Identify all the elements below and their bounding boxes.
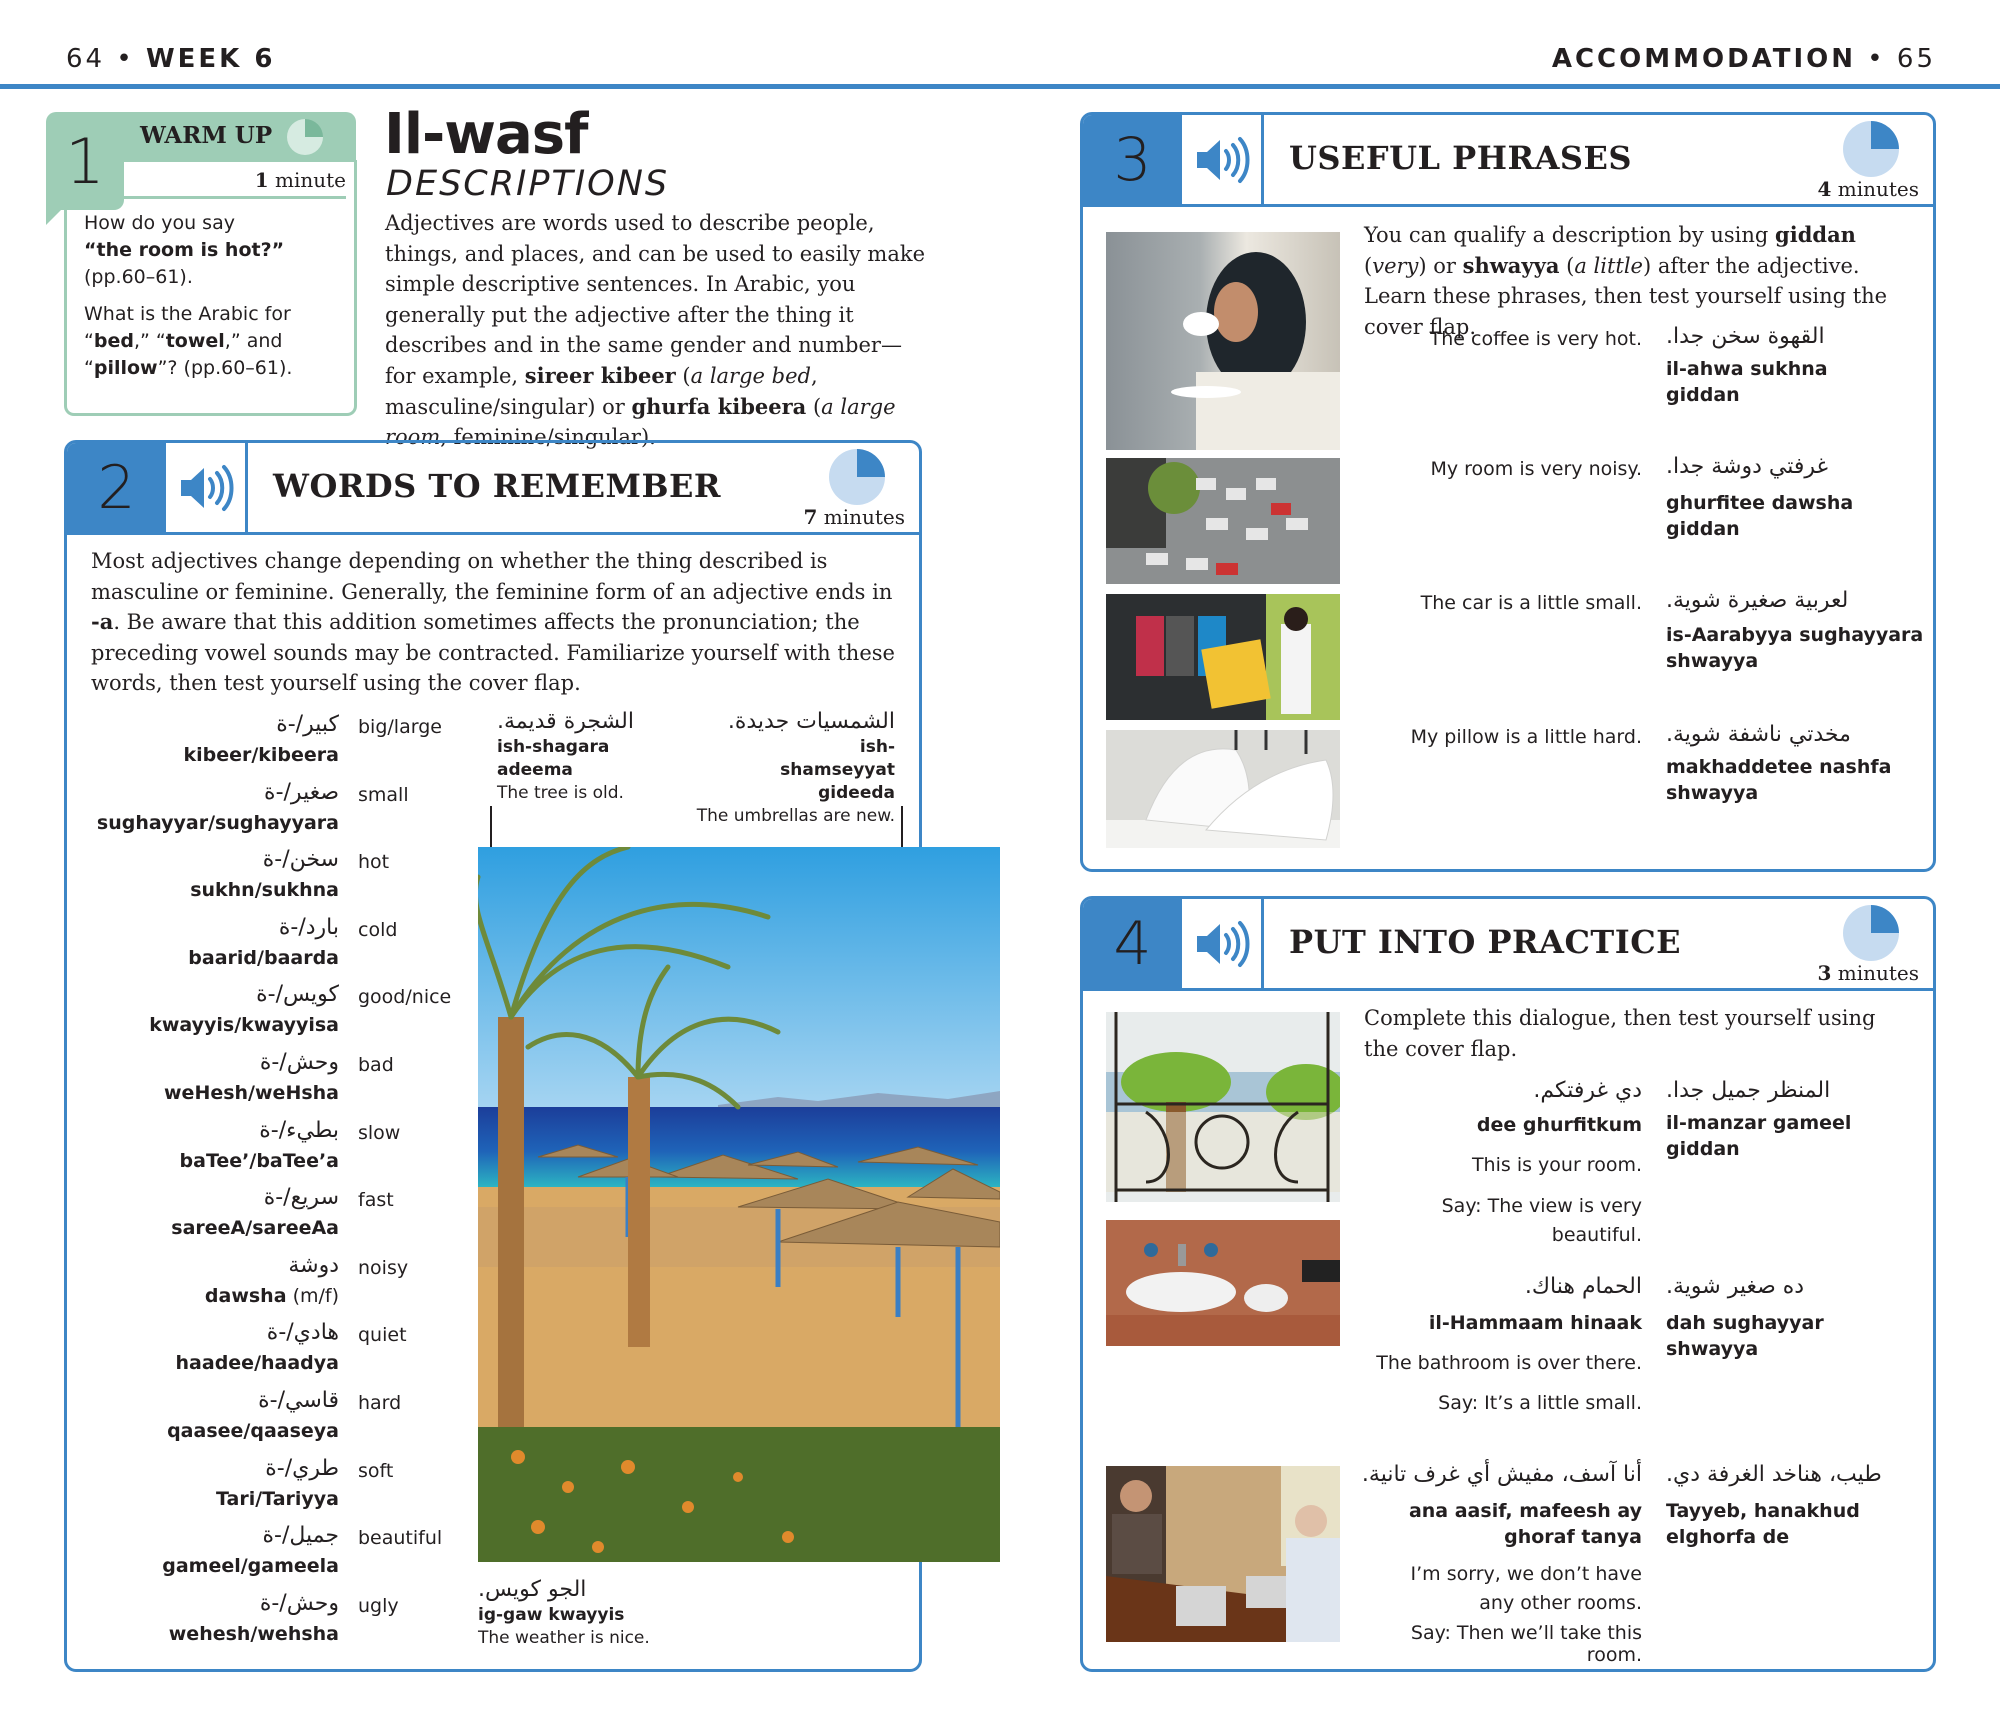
bullet-separator: • (1867, 44, 1886, 74)
transliteration: kibeer/kibeera (183, 744, 339, 766)
woman-drinking-coffee-photo (1106, 232, 1340, 450)
lesson-subtitle: DESCRIPTIONS (386, 164, 670, 204)
caption-weather: الجو كويس. ig-gaw kwayyis The weather is nice. (478, 1577, 650, 1648)
section-title: WORDS TO REMEMBER (273, 467, 721, 505)
lesson-intro: Adjectives are words used to describe people, things, and places, and can be used to easily make simple descriptive sentences. In Arabic, you generally put the adjective after the thing it describes and in the same gender and number—for example, sireer kibeer (a large bed, masculine/singular) or ghurfa kibeera (a large room, feminine/singular). (385, 211, 926, 450)
beach-palms-umbrellas-photo (478, 847, 1000, 1562)
section-number: 3 (1083, 115, 1182, 204)
warm-up-questions (84, 210, 346, 392)
right-running-header (1552, 44, 1936, 74)
traffic-street-photo (1106, 458, 1340, 584)
words-intro: Most adjectives change depending on whether the thing described is masculine or feminine. Generally, the feminine form of an adjective ends in -a. Be aware that this addition sometimes affects the pronunciation; the preceding vowel sounds may be contracted. Familiarize yourself with these words, then test yourself using the cover flap. (91, 549, 895, 696)
answer-arabic: المنظر جميل جدا. (1666, 1078, 1831, 1103)
vocab-row: طري/-ة soft Tari/Tariyya (216, 1455, 394, 1510)
warm-up-number: 1 (46, 112, 124, 210)
left-page-number: 64 (66, 44, 106, 74)
right-section-label: ACCOMMODATION (1551, 44, 1857, 74)
vocabulary-list (96, 712, 476, 1658)
phrase-transliteration: ghurfitee dawsha giddan (1666, 492, 1854, 540)
card-header (1083, 899, 1933, 991)
answer-transliteration: dah sughayyar shwayya (1666, 1312, 1824, 1360)
section-duration: 4 minutes (1817, 177, 1919, 201)
balcony-palms-photo (1106, 1012, 1340, 1202)
vocab-row: قاسي/-ة hard qaasee/qaaseya (167, 1387, 402, 1442)
phrase-arabic: غرفتي دوشة جدا. (1666, 454, 1829, 479)
vocab-row: بطيء/-ة slow baTee’/baTee’a (179, 1117, 401, 1172)
header-rule (0, 84, 2000, 89)
vocab-row: جميل/-ة beautiful gameel/gameela (162, 1523, 443, 1578)
phrase-english: My pillow is a little hard. (1410, 726, 1642, 748)
speaker-icon (1193, 135, 1251, 185)
phrase-english: The coffee is very hot. (1429, 328, 1642, 350)
bathroom-sink-photo (1106, 1220, 1340, 1346)
vocab-row: وحش/-ة ugly wehesh/wehsha (168, 1590, 399, 1645)
audio-button[interactable] (1182, 899, 1264, 988)
arabic-word: كبير/-ة (276, 712, 339, 737)
vocab-row: دوشة noisy dawsha (m/f) (204, 1252, 409, 1307)
vocab-row: صغير/-ة small sughayyar/sughayyara (96, 779, 409, 834)
speaker-icon (177, 463, 235, 513)
section-duration: 3 minutes (1817, 961, 1919, 985)
warm-up-duration: 1 minute (254, 168, 346, 192)
dialogue-prompt: Say: It’s a little small. (1438, 1392, 1642, 1414)
answer-transliteration: Tayyeb, hanakhud elghorfa de (1666, 1500, 1860, 1548)
pillows-bed-photo (1106, 730, 1340, 848)
speaker-icon (1193, 919, 1251, 969)
vocab-row: هادي/-ة quiet haadee/haadya (175, 1320, 407, 1375)
vocab-row: سريع/-ة fast sareeA/sareeAa (171, 1185, 394, 1240)
phrase-english: The car is a little small. (1420, 592, 1642, 614)
vocab-row: كويس/-ة good/nice kwayyis/kwayyisa (149, 982, 452, 1037)
dialogue-prompt: Say: The view is very beautiful. (1441, 1195, 1642, 1246)
section-number: 4 (1083, 899, 1182, 988)
clock-pie-icon (287, 119, 323, 155)
right-page-number: 65 (1896, 44, 1936, 74)
car-luggage-photo (1106, 594, 1340, 720)
caption-umbrellas: الشمسيات جديدة. ish-shamseyyat gideeda The umbrellas are new. (696, 709, 895, 826)
dialogue-transliteration: dee ghurfitkum (1476, 1114, 1642, 1136)
phrase-arabic: مخدتي ناشفة شوية. (1666, 722, 1851, 747)
dialogue-english: The bathroom is over there. (1376, 1352, 1642, 1374)
audio-button[interactable] (166, 443, 248, 532)
card-header (67, 443, 919, 535)
section-title: PUT INTO PRACTICE (1289, 923, 1682, 961)
answer-arabic: ده صغير شوية. (1666, 1274, 1805, 1299)
clock-pie-icon (1843, 121, 1899, 177)
dialogue-english: This is your room. (1471, 1154, 1642, 1176)
phrase-english: My room is very noisy. (1430, 458, 1642, 480)
clock-pie-icon (1843, 905, 1899, 961)
warm-up-title: WARM UP (140, 122, 273, 149)
vocab-row (96, 712, 476, 780)
vocab-row: بارد/-ة cold baarid/baarda (188, 914, 398, 969)
audio-button[interactable] (1182, 115, 1264, 204)
section-number: 2 (67, 443, 166, 532)
left-running-header (66, 44, 275, 74)
divider (124, 196, 346, 199)
practice-intro: Complete this dialogue, then test yourself using the cover flap. (1364, 1006, 1876, 1061)
english-word: big/large (358, 716, 442, 738)
answer-arabic: طيب، هناخد الغرفة دي. (1666, 1462, 1882, 1487)
phrase-arabic: لعربية صغيرة شوية. (1666, 588, 1849, 613)
vocab-row: سخن/-ة hot sukhn/sukhna (190, 847, 390, 902)
lesson-title: Il-wasf (384, 102, 588, 167)
section-title: USEFUL PHRASES (1289, 139, 1632, 177)
dialogue-prompt: Say: Then we’ll take this room. (1410, 1622, 1642, 1666)
phrase-transliteration: il-ahwa sukhna giddan (1666, 358, 1828, 406)
dialogue-arabic: أنا آسف، مفيش أي غرف تانية. (1361, 1462, 1642, 1487)
warm-up-question-1: How do you say “the room is hot?” (pp.60–61). (84, 212, 285, 288)
card-header (1083, 115, 1933, 207)
vocab-row: وحش/-ة bad weHesh/weHsha (164, 1049, 394, 1104)
speech-tail (46, 205, 66, 225)
dialogue-english: I’m sorry, we don’t have any other rooms. (1410, 1563, 1642, 1614)
clock-pie-icon (829, 449, 885, 505)
phrase-transliteration: makhaddetee nashfa shwayya (1666, 756, 1892, 804)
phrases-intro: You can qualify a description by using giddan (very) or shwayya (a little) after the adjective. Learn these phrases, then test yourself using the cover flap. (1364, 222, 1888, 339)
dialogue-arabic: الحمام هناك. (1524, 1274, 1642, 1299)
caption-tree: الشجرة قديمة. ish-shagara adeema The tree is old. (497, 709, 634, 803)
answer-transliteration: il-manzar gameel giddan (1666, 1112, 1852, 1160)
left-section-label: WEEK 6 (145, 44, 276, 74)
phrase-transliteration: is-Aarabyya sughayyara shwayya (1666, 624, 1924, 672)
hotel-reception-photo (1106, 1466, 1340, 1642)
dialogue-transliteration: ana aasif, mafeesh ay ghoraf tanya (1408, 1500, 1642, 1548)
dialogue-transliteration: il-Hammaam hinaak (1428, 1312, 1642, 1334)
phrase-arabic: القهوة سخن جدا. (1666, 324, 1825, 349)
bullet-separator: • (116, 44, 135, 74)
dialogue-arabic: دي غرفتكم. (1533, 1078, 1642, 1103)
warm-up-question-2: What is the Arabic for “bed,” “towel,” and “pillow”? (pp.60–61). (84, 303, 293, 379)
section-duration: 7 minutes (803, 505, 905, 529)
